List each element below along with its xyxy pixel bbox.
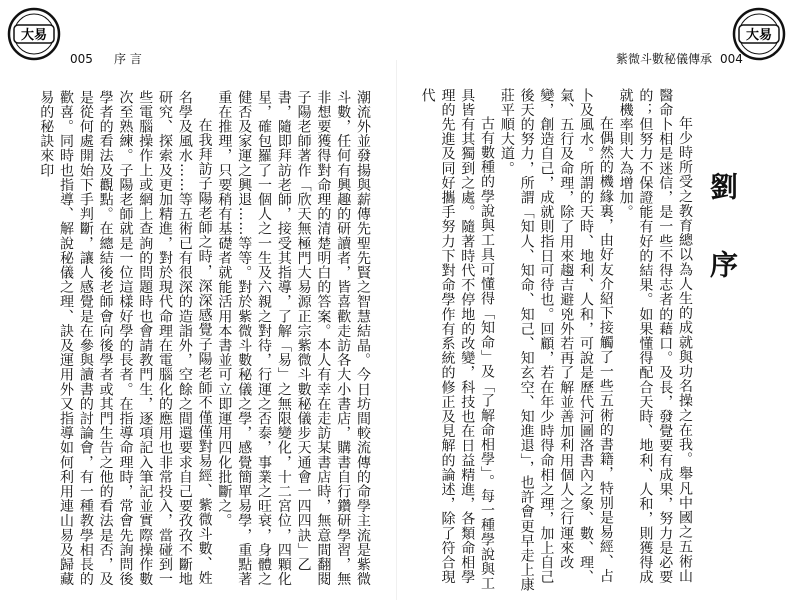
preface-title: 劉 序 <box>706 172 739 298</box>
left-page-number: 005 <box>70 52 93 66</box>
paragraph: 古有數種的學說與工具可懂得「知命」及「了解命相學」。每一種學說與工具皆有其獨到之處。隨著時代不停地的改變，科技也在日益精進，各類命相學理的先進及同好攜手努力下對命學作有系統的修正及見解的論述，除了符合現代 <box>419 88 496 591</box>
left-running-title: 序 言 <box>114 52 142 66</box>
paragraph: 潮流外並發揚與薪傳先聖先賢之智慧結晶。今日坊間較流傳的命學主流是紫微斗數，任何有興趣的研讀者，皆喜歡走訪各大小書店，購書自行鑽研學習，無非想要獲得對命理的清楚明白的答案。本人有幸在走訪某書店時，無意間翻閱子陽老師著作「欣天無極門大易源正宗紫微斗數秘儀步天通會一四四訣」乙書，隨即拜訪老師，接受其指導，了解「易」之無限變化，十二宮位，四顆化星，確包羅了一個人之一生及六親之對待，行運之否泰，事業之旺衰，身體之健否及家運之興退……等等。對於紫微斗數秘儀之學，感覺簡單易學，重點著重在推理，只要稍有基礎者就能活用本書並可立即運用四化批斷之。 <box>216 90 371 587</box>
paragraph: 在我拜訪子陽老師之時，深深感覺子陽老師不僅僅對易經、紫微斗數、姓名學及風水……等五術已有很深的造詣外，空餘之間還要求自己要孜孜不斷地研究、探索及更加精進，對於現代命理在電腦化的應用也非常投入，當碰到一些電腦操作上或網上查詢的問題時也會請教門生，逐項記入筆記並實際操作數次至熟練。子陽老師就是一位這樣好學的長者。在指導命理時，常會先詢問後學者的看法及觀點。在總結後老師會向後學者或其門生告之他的看法是否，及是從何處開始下手判斷，讓人感覺是在參與讀書的討論會，有一種教學相長的歡喜。同時也指導、解說秘儀之理、訣及運用外又指導如何利用連山易及歸藏易的秘訣來印 <box>38 90 213 587</box>
right-page-body <box>419 88 694 596</box>
publisher-logo-left <box>6 6 62 62</box>
paragraph: 在偶然的機緣裏，由好友介紹下接觸了一些五術的書籍，特別是易經、占卜及風水。所謂的天時、地利、人和，可說是歷代河圖洛書內之象、數、理、氣、五行及命理，除了用來趨吉避兇外若再了解並善加利用個人之行運來改變，創造自己，成就則指日可待也。回顧，若在年少時得命相之理，加上自己後天的努力，所謂「知人、知命、知己、知玄空、知進退」，也許會更早走上康莊平順大道。 <box>498 88 614 592</box>
logo-text-left: 大易 <box>20 28 48 43</box>
right-running-title: 紫微斗數秘儀傳承 <box>616 52 713 66</box>
logo-text-right: 大易 <box>745 28 773 43</box>
page-gutter <box>396 60 397 600</box>
right-page-number: 004 <box>720 52 743 66</box>
left-page-body <box>30 90 372 596</box>
paragraph: 年少時所受之教育總以為人生的成就與功名操之在我。舉凡中國之五術山醫命卜相是迷信，是一些不得志者的藉口。及長，發覺要有成果，努力是必要的；但努力不保證能有好的結果。如果懂得配合天時、地利、人和，則獲得成就機率則大為增加。 <box>617 88 693 585</box>
